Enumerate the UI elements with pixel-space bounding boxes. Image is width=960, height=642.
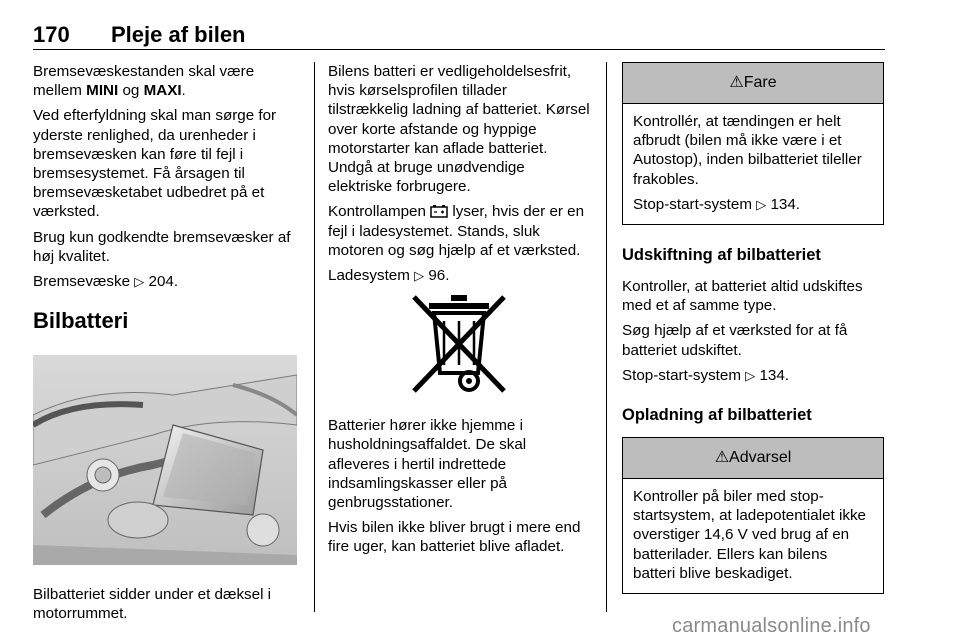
column-2 — [328, 62, 590, 563]
crossref-stop-start-danger[interactable] — [633, 195, 873, 214]
danger-box — [622, 62, 884, 225]
warning-text: Kontroller på biler med stop-startsystem, at ladepotentialet ikke overstiger 14,6 V ved brug af en batterilader. Ellers kan bilens batteri blive beskadiget. — [633, 488, 866, 582]
crossref-page: 96. — [424, 267, 450, 285]
crossref-page: 134. — [755, 366, 789, 384]
crossref-label: Bremsevæske — [33, 273, 135, 291]
crossref-stop-start[interactable] — [622, 366, 884, 385]
crossref-brake-fluid[interactable] — [33, 272, 305, 291]
page-title: Pleje af bilen — [111, 22, 246, 47]
page-header — [33, 22, 885, 52]
crossref-arrow-icon: ▷ — [745, 367, 756, 383]
crossref-label: Stop-start-system — [622, 366, 746, 384]
page-number: 170 — [33, 22, 70, 47]
crossref-arrow-icon: ▷ — [134, 274, 145, 290]
engine-bay-illustration — [33, 355, 297, 565]
crossref-label: Stop-start-system — [633, 195, 757, 213]
warning-triangle-icon: ⚠ — [714, 449, 730, 467]
paragraph-workshop: Søg hjælp af et værksted for at få batteriet udskiftet. — [622, 322, 848, 359]
warning-box — [622, 437, 884, 594]
section-heading-battery: Bilbatteri — [33, 308, 129, 334]
paragraph-maintenance-free: Bilens batteri er vedligeholdelsesfrit, hvis kørselsprofilen tillader tilstrækkelig ladning af batteriet. Kørsel over korte afstande og hyppige motorstarter kan aflade batteriet. Undgå at bruge unødvendige elektriske forbrugere. — [328, 63, 590, 196]
crossref-charging-system[interactable] — [328, 266, 590, 285]
mini-label: MINI — [86, 82, 119, 100]
paragraph-disposal: Batterier hører ikke hjemme i husholdningsaffaldet. De skal afleveres i hertil indrettede indsamlingskasser eller på genbrugsstationer. — [328, 417, 527, 512]
text-span: lyser, hvis der er en fejl i ladesystemet. Stands, sluk motoren og søg hjælp af et værksted. — [328, 203, 585, 259]
battery-charge-warning-icon — [430, 204, 448, 218]
crossed-out-wheelie-bin-icon — [399, 291, 519, 396]
text-span: . — [181, 82, 186, 100]
subheading-charge-battery: Opladning af bilbatteriet — [622, 406, 812, 425]
maxi-label: MAXI — [143, 82, 182, 100]
paragraph-brake-fluid-level — [33, 62, 305, 100]
danger-body — [623, 104, 883, 224]
watermark: carmanualsonline.info — [672, 615, 871, 637]
column-divider-1 — [314, 62, 315, 612]
subheading-replace-battery: Udskiftning af bilbatteriet — [622, 246, 821, 265]
header-divider — [33, 49, 885, 50]
warning-title: Advarsel — [729, 449, 792, 467]
paragraph-same-type: Kontroller, at batteriet altid udskiftes med et af samme type. — [622, 278, 863, 315]
warning-triangle-icon: ⚠ — [729, 74, 744, 91]
column-3 — [622, 62, 884, 614]
warning-body — [623, 479, 883, 593]
danger-header — [623, 63, 883, 104]
text-span: Kontrollampen — [328, 203, 431, 221]
danger-title: Fare — [743, 74, 777, 91]
danger-text: Kontrollér, at tændingen er helt afbrudt (bilen må ikke være i et Autostop), inden bilbatteriet tileller frakobles. — [633, 113, 862, 188]
crossref-page: 204. — [144, 273, 179, 291]
crossref-page: 134. — [766, 195, 800, 213]
image-caption: Bilbatteriet sidder under et dæksel i motorrummet. — [33, 586, 272, 623]
crossref-arrow-icon: ▷ — [756, 196, 767, 212]
paragraph-warning-lamp — [328, 202, 590, 260]
paragraph-refill: Ved efterfyldning skal man sørge for yderste renlighed, da urenheder i bremsevæsken kan føre til fejl i bremsesystemet. Få årsagen til bremsevæsketabet udbedret på et værksted. — [33, 107, 277, 221]
column-divider-2 — [606, 62, 607, 612]
crossref-label: Ladesystem — [328, 267, 415, 285]
paragraph-discharge: Hvis bilen ikke bliver brugt i mere end fire uger, kan batteriet blive afladet. — [328, 519, 581, 556]
paragraph-approved-fluid: Brug kun godkendte bremsevæsker af høj kvalitet. — [33, 228, 291, 265]
crossref-arrow-icon: ▷ — [414, 268, 425, 284]
text-span: og — [118, 82, 144, 100]
column-1 — [33, 62, 305, 630]
text-span: Bremsevæskestanden skal være mellem — [33, 63, 255, 100]
warning-header — [623, 438, 883, 479]
